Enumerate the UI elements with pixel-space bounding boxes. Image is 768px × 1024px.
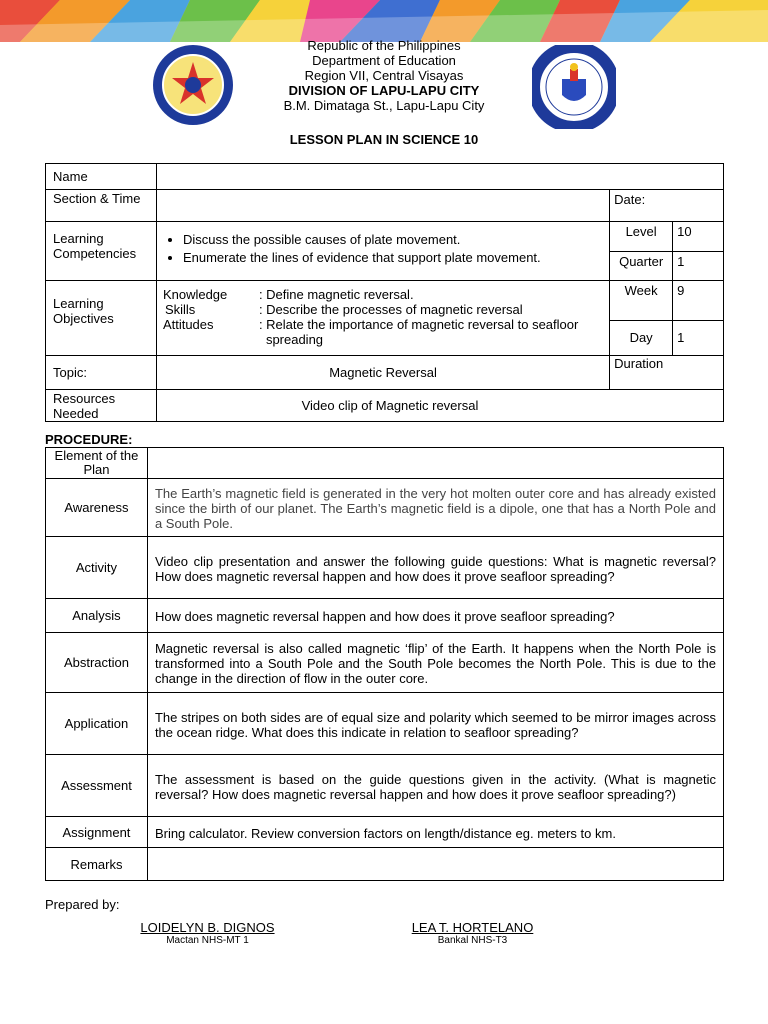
- topic-label: Topic:: [46, 356, 157, 390]
- date-label: Date:: [610, 190, 724, 222]
- section-value: [156, 190, 609, 222]
- signature-block-2: [390, 920, 555, 946]
- name-value: [156, 164, 723, 190]
- quarter-label: Quarter: [610, 251, 673, 280]
- lesson-info-table: [45, 163, 724, 422]
- element-text: The Earth’s magnetic field is generated in the very hot molten outer core and has already existed since the birth of our planet. The Earth’s magnetic field is a dipole, one that has a North Pole and a South Pole.: [147, 479, 723, 537]
- element-label: Analysis: [46, 599, 148, 633]
- preparer-school: Bankal NHS-T3: [437, 935, 508, 946]
- element-text: [147, 848, 723, 881]
- element-text: Magnetic reversal is also called magnetic ‘flip’ of the Earth. It happens when the North Pole is transformed into a South Pole and the South Pole becomes the North Pole. This is due to the change in the direction of flow in the outer core.: [147, 633, 723, 693]
- week-value: 9: [673, 281, 723, 320]
- decorative-banner: [0, 0, 768, 42]
- element-label: Application: [46, 693, 148, 755]
- element-label: Assignment: [46, 817, 148, 848]
- preparer-school: Mactan NHS-MT 1: [166, 935, 249, 946]
- element-header: Element of the Plan: [46, 448, 148, 479]
- element-label: Abstraction: [46, 633, 148, 693]
- element-text: The assessment is based on the guide questions given in the activity. (What is magnetic reversal? How does magnetic reversal happen and how does it prove seafloor spreading?): [147, 755, 723, 817]
- header-line-2: Department of Education: [312, 53, 456, 68]
- division-name: DIVISION OF LAPU-LAPU CITY: [288, 83, 480, 98]
- section-label: Section & Time: [46, 190, 157, 222]
- preparer-name: LEA T. HORTELANO: [411, 920, 534, 935]
- week-label: Week: [610, 281, 673, 320]
- name-label: Name: [46, 164, 157, 190]
- competencies-list: [156, 222, 609, 281]
- element-text: The stripes on both sides are of equal size and polarity which seemed to be mirror images across the ocean ridge. What does this indicate in relation to seafloor spreading?: [147, 693, 723, 755]
- header-line-1: Republic of the Philippines: [307, 38, 461, 53]
- element-text: How does magnetic reversal happen and how does it prove seafloor spreading?: [147, 599, 723, 633]
- prepared-by-label: Prepared by:: [45, 897, 120, 912]
- element-label: Remarks: [46, 848, 148, 881]
- preparer-name: LOIDELYN B. DIGNOS: [140, 920, 275, 935]
- quarter-value: 1: [677, 253, 685, 269]
- page-title: LESSON PLAN IN SCIENCE 10: [289, 132, 479, 147]
- objective-text: : Relate the importance of magnetic reversal to seafloor spreading: [258, 317, 579, 347]
- objectives-list: [156, 281, 609, 356]
- header-line-3: Region VII, Central Visayas: [304, 68, 464, 83]
- signature-block-1: [120, 920, 295, 946]
- level-label: Level: [610, 222, 673, 251]
- resources-label: Resources Needed: [46, 390, 157, 422]
- objective-key: Skills: [164, 302, 196, 317]
- element-text: Video clip presentation and answer the following guide questions: What is magnetic reversal? How does magnetic reversal happen and how does it prove seafloor spreading?: [147, 537, 723, 599]
- competency-item: • Discuss the possible causes of plate movement.: [183, 231, 609, 249]
- element-label: Assessment: [46, 755, 148, 817]
- level-value: 10: [673, 222, 723, 251]
- competency-item: • Enumerate the lines of evidence that support plate movement.: [183, 249, 609, 267]
- day-label: Day: [610, 320, 673, 355]
- resources-value: Video clip of Magnetic reversal: [156, 390, 723, 422]
- letterhead: [0, 38, 768, 113]
- objective-text: : Define magnetic reversal.: [258, 287, 414, 302]
- topic-value: Magnetic Reversal: [156, 356, 609, 390]
- objectives-label: Learning Objectives: [46, 281, 157, 356]
- procedure-heading: PROCEDURE:: [45, 432, 133, 447]
- element-text: Bring calculator. Review conversion factors on length/distance eg. meters to km.: [147, 817, 723, 848]
- element-header-blank: [147, 448, 723, 479]
- element-label: Activity: [46, 537, 148, 599]
- day-value: 1: [677, 330, 685, 346]
- division-address: B.M. Dimataga St., Lapu-Lapu City: [283, 98, 485, 113]
- competencies-label: Learning Competencies: [46, 222, 157, 281]
- procedure-table: [45, 447, 724, 881]
- objective-key: Attitudes: [162, 317, 214, 332]
- element-label: Awareness: [46, 479, 148, 537]
- objective-key: Knowledge: [162, 287, 228, 302]
- objective-text: : Describe the processes of magnetic reversal: [258, 302, 523, 317]
- duration-label: Duration: [610, 356, 724, 390]
